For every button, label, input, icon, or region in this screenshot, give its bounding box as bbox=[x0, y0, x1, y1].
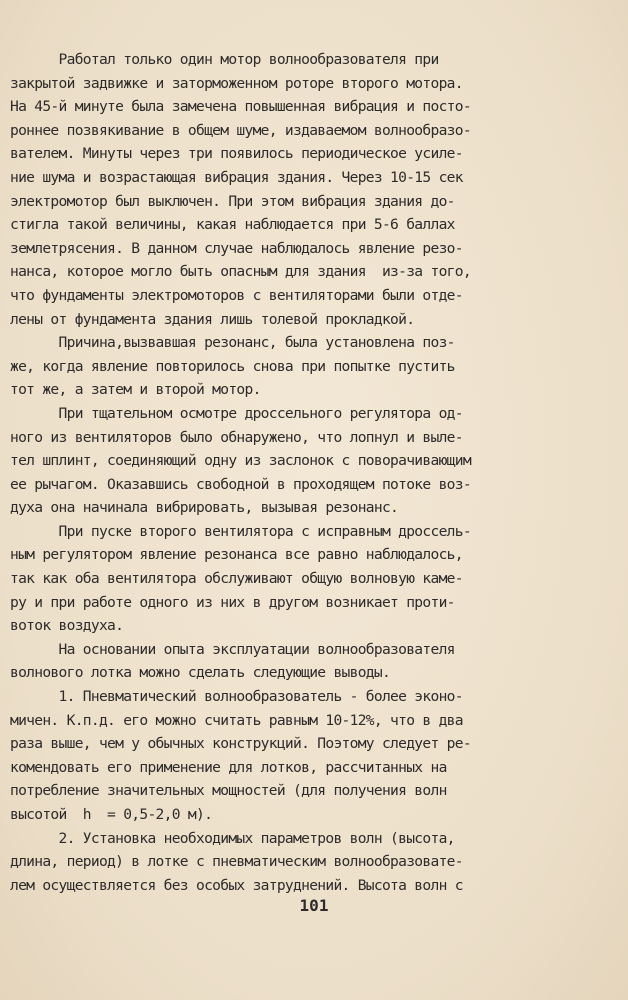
text-line: 1. Пневматический волнообразователь - более эконо- bbox=[10, 688, 463, 706]
text-line: На 45-й минуте была замечена повышенная вибрация и посто- bbox=[10, 98, 471, 116]
text-line: стигла такой величины, какая наблюдается при 5-6 баллах bbox=[10, 216, 455, 234]
text-line: потребление значительных мощностей (для получения волн bbox=[10, 782, 447, 800]
text-line: ру и при работе одного из них в другом возникает проти- bbox=[10, 593, 455, 611]
text-line: При пуске второго вентилятора с исправным дроссель- bbox=[10, 522, 471, 540]
text-line: закрытой задвижке и заторможенном роторе второго мотора. bbox=[10, 74, 463, 92]
text-line: роннее позвякивание в общем шуме, издаваемом волнообразо- bbox=[10, 121, 471, 139]
text-line: раза выше, чем у обычных конструкций. Поэтому следует ре- bbox=[10, 735, 471, 753]
text-line: же, когда явление повторилось снова при попытке пустить bbox=[10, 357, 455, 375]
text-line: духа она начинала вибрировать, вызывая резонанс. bbox=[10, 499, 399, 517]
text-line: тел шплинт, соединяющий одну из заслонок с поворачивающим bbox=[10, 452, 471, 470]
body-text bbox=[10, 48, 622, 897]
text-line: воток воздуха. bbox=[10, 617, 124, 635]
text-line: ее рычагом. Оказавшись свободной в проходящем потоке воз- bbox=[10, 475, 471, 493]
text-line: так как оба вентилятора обслуживают общую волновую каме- bbox=[10, 570, 463, 588]
text-line: лены от фундамента здания лишь толевой прокладкой. bbox=[10, 310, 415, 328]
text-line: длина, период) в лотке с пневматическим волнообразовате- bbox=[10, 853, 463, 871]
text-line: ного из вентиляторов было обнаружено, что лопнул и выле- bbox=[10, 428, 463, 446]
text-line: тот же, а затем и второй мотор. bbox=[10, 381, 261, 399]
text-line: высотой h = 0,5-2,0 м). bbox=[10, 806, 213, 823]
text-line: Работал только один мотор волнообразователя при bbox=[10, 51, 439, 68]
text-line: вателем. Минуты через три появилось периодическое усиле- bbox=[10, 145, 463, 163]
text-line: комендовать его применение для лотков, рассчитанных на bbox=[10, 758, 447, 776]
text-line: Причина,вызвавшая резонанс, была установлена поз- bbox=[10, 334, 455, 352]
text-line: волнового лотка можно сделать следующие выводы. bbox=[10, 664, 391, 682]
text-line: ным регулятором явление резонанса все равно наблюдалось, bbox=[10, 546, 463, 564]
page-number: 101 bbox=[299, 896, 329, 915]
text-line: землетрясения. В данном случае наблюдалось явление резо- bbox=[10, 239, 463, 257]
text-line: электромотор был выключен. При этом вибрация здания до- bbox=[10, 192, 455, 210]
text-line: что фундаменты электромоторов с вентиляторами были отде- bbox=[10, 286, 463, 304]
text-line: ние шума и возрастающая вибрация здания. Через 10-15 сек bbox=[10, 168, 463, 186]
text-line: лем осуществляется без особых затруднений. Высота волн с bbox=[10, 876, 463, 894]
text-line: 2. Установка необходимых параметров волн (высота, bbox=[10, 829, 455, 847]
text-line: При тщательном осмотре дроссельного регулятора од- bbox=[10, 404, 463, 422]
text-line: На основании опыта эксплуатации волнообразователя bbox=[10, 640, 455, 658]
text-line: нанса, которое могло быть опасным для здания из-за того, bbox=[10, 263, 471, 281]
text-line: мичен. К.п.д. его можно считать равным 10-12%, что в два bbox=[10, 711, 463, 729]
